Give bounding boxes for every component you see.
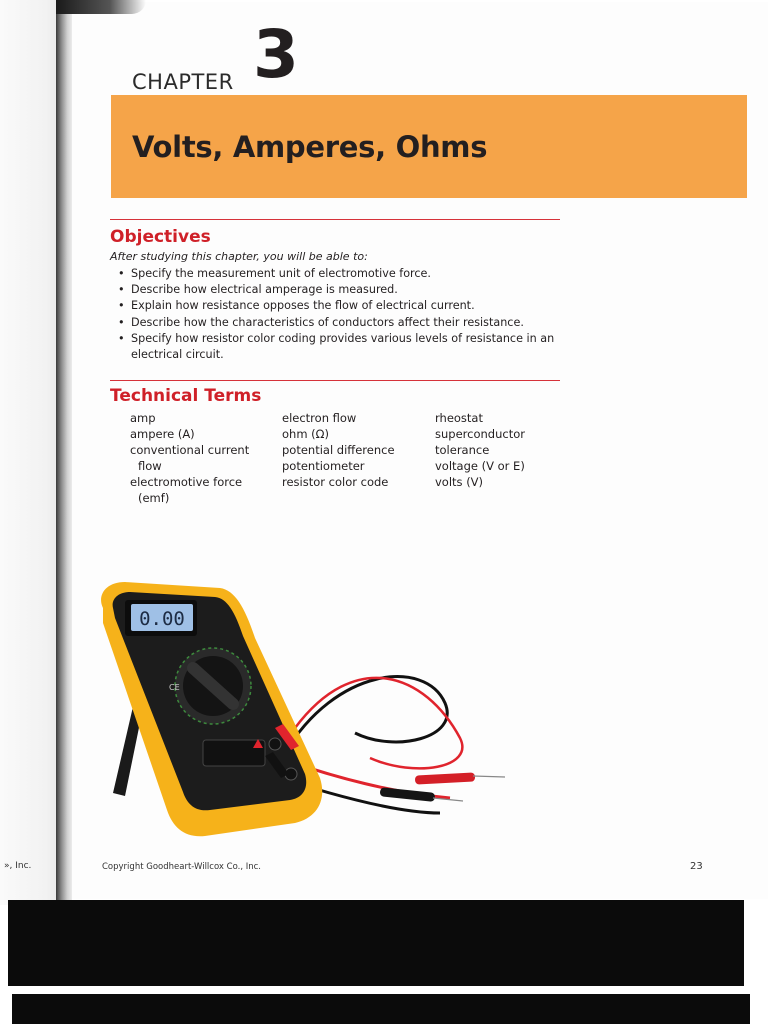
terms-column-1	[130, 410, 249, 506]
objectives-intro: After studying this chapter, you will be able to:	[110, 250, 368, 263]
chapter-title: Volts, Amperes, Ohms	[132, 130, 488, 164]
terms-column-2	[282, 410, 395, 490]
term: potentiometer	[282, 459, 365, 473]
objectives-rule	[110, 219, 560, 220]
term-continued: flow	[138, 459, 162, 473]
objective-item: • Specify how resistor color coding provides various levels of resistance in an electrical circuit.	[116, 331, 564, 363]
term: resistor color code	[282, 475, 389, 489]
objectives-heading: Objectives	[110, 227, 211, 247]
technical-terms-rule	[110, 380, 560, 381]
scan-dark-band	[12, 994, 750, 1024]
scan-shadow	[56, 0, 146, 14]
term: amp	[130, 411, 156, 425]
objective-item: • Describe how the characteristics of conductors affect their resistance.	[116, 315, 564, 331]
term: ampere (A)	[130, 427, 195, 441]
term: rheostat	[435, 411, 483, 425]
book-gutter	[56, 6, 72, 906]
objectives-list	[116, 266, 564, 363]
previous-page-footer: », Inc.	[4, 861, 32, 871]
term: superconductor	[435, 427, 525, 441]
svg-text:CE: CE	[169, 683, 180, 692]
scan-dark-band	[8, 900, 744, 986]
objective-item: • Describe how electrical amperage is measured.	[116, 282, 564, 298]
terms-column-3	[435, 410, 525, 490]
chapter-label: CHAPTER	[132, 70, 234, 94]
term: potential difference	[282, 443, 395, 457]
term: conventional current	[130, 443, 250, 457]
term: electromotive force	[130, 475, 243, 489]
page-number: 23	[690, 861, 703, 872]
term: tolerance	[435, 443, 490, 457]
term: electron flow	[282, 411, 357, 425]
term-continued: (emf)	[138, 491, 170, 505]
objective-item: • Explain how resistance opposes the flow of electrical current.	[116, 298, 564, 314]
technical-terms-heading: Technical Terms	[110, 386, 262, 406]
multimeter-photo	[95, 578, 515, 840]
chapter-number: 3	[253, 16, 299, 93]
copyright-footer: Copyright Goodheart-Willcox Co., Inc.	[102, 862, 262, 872]
term: volts (V)	[435, 475, 484, 489]
term: voltage (V or E)	[435, 459, 525, 473]
multimeter-display: 0.00	[139, 608, 185, 630]
term: ohm (Ω)	[282, 427, 329, 441]
objective-item: • Specify the measurement unit of electromotive force.	[116, 266, 564, 282]
